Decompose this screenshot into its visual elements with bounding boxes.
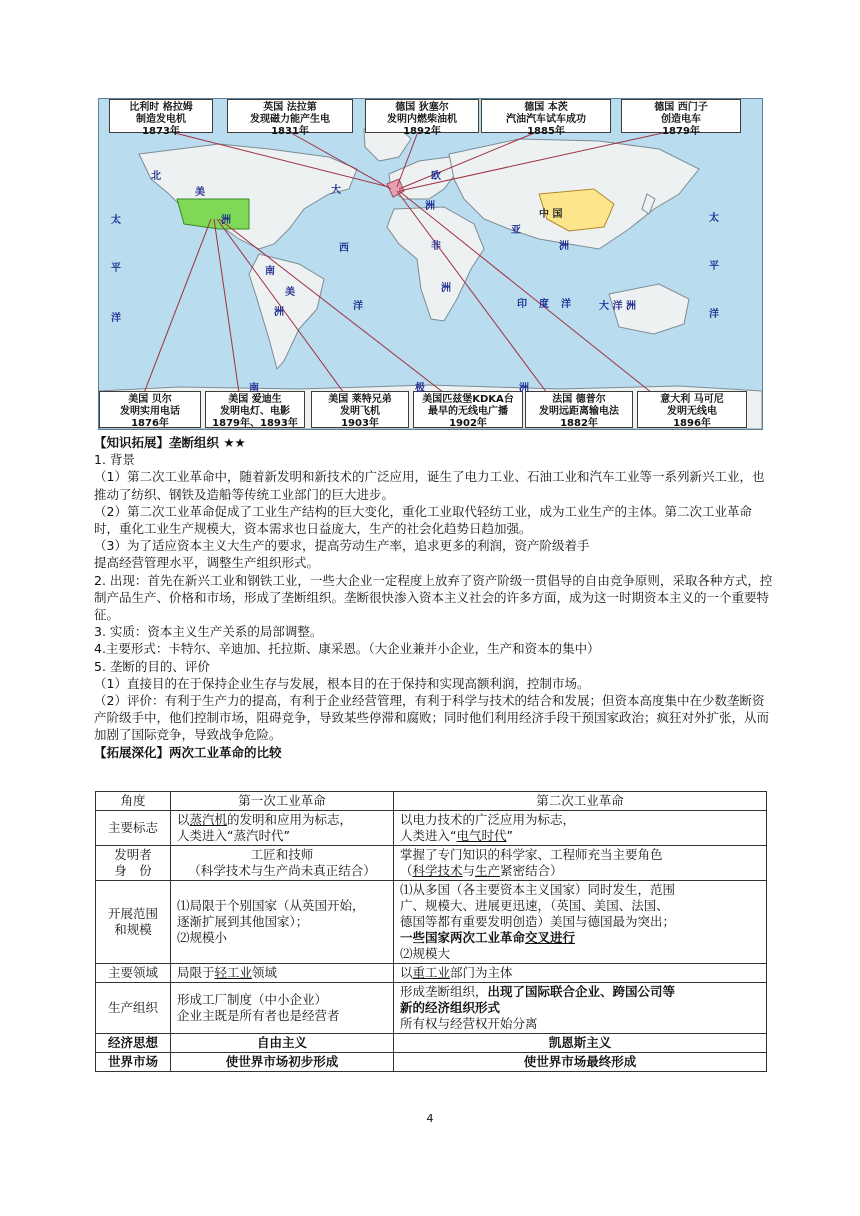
- map-text-pacific-west: 平: [709, 261, 719, 272]
- map-text-indian-ocean: 洋: [561, 299, 571, 310]
- map-text-oceania: 大 洋 洲: [599, 301, 636, 312]
- table-row-key: 主要领域: [96, 964, 171, 983]
- comparison-table: [95, 791, 767, 1072]
- table-cell: ⑴局限于个别国家（从英国开始， 逐渐扩展到其他国家）； ⑵规模小: [171, 881, 394, 964]
- map-text-atlantic: 洋: [353, 301, 363, 312]
- map-label-benz: 德国 本茨 汽油汽车试车成功 1885年: [481, 99, 611, 133]
- table-cell: 凯恩斯主义: [394, 1034, 767, 1053]
- knowledge-section: [94, 434, 774, 761]
- table-cell: 以蒸汽机的发明和应用为标志， 人类进入“蒸汽时代”: [171, 811, 394, 846]
- map-label-bell: 美国 贝尔 发明实用电话 1876年: [99, 391, 201, 428]
- table-row-key: 世界市场: [96, 1053, 171, 1072]
- map-text-pacific-west: 太: [709, 213, 719, 224]
- heading-purpose: 5. 垄断的目的、评价: [94, 658, 210, 674]
- map-text-atlantic: 西: [339, 243, 349, 254]
- table-cell: 形成垄断组织，出现了国际联合企业、跨国公司等 新的经济组织形式 所有权与经营权开始分离: [394, 983, 767, 1034]
- map-text-indian-ocean: 度: [539, 299, 549, 310]
- table-cell: ⑴从多国（各主要资本主义国家）同时发生，范围 广、规模大、进展更迅速，（英国、美国、法国、 德国等都有重要发明创造）美国与德国最为突出； 一些国家两次工业革命交叉进行 ⑵规模大: [394, 881, 767, 964]
- table-row: [96, 846, 767, 881]
- table-header-cell: 第一次工业革命: [171, 792, 394, 811]
- map-text-africa: 非: [431, 241, 441, 252]
- usa-highlight: [177, 199, 249, 229]
- paragraph-background-3: （3）为了适应资本主义大生产的要求，提高劳动生产率，追求更多的利润，资产阶级着手: [94, 538, 590, 554]
- map-text-pacific-east: 平: [111, 263, 121, 274]
- map-label-deprez: 法国 德普尔 发明远距离输电法 1882年: [525, 391, 633, 428]
- table-row: [96, 983, 767, 1034]
- map-text-antarctica: 极: [415, 383, 425, 394]
- section-title-monopoly: 【知识拓展】垄断组织 ★★: [94, 435, 246, 450]
- world-inventions-map: [98, 98, 763, 430]
- table-cell: 使世界市场最终形成: [394, 1053, 767, 1072]
- map-text-north-america: 美: [195, 187, 205, 198]
- paragraph-background-3b: 提高经营管理水平，调整生产组织形式。: [94, 555, 320, 571]
- map-text-asia: 亚: [511, 225, 521, 236]
- table-row-key: 主要标志: [96, 811, 171, 846]
- paragraph-forms: 4.主要形式：卡特尔、辛迪加、托拉斯、康采恩。（大企业兼并小企业，生产和资本的集中）: [94, 641, 600, 657]
- table-row-key: 发明者 身 份: [96, 846, 171, 881]
- map-text-pacific-west: 洋: [709, 309, 719, 320]
- paragraph-purpose: （1）直接目的在于保持企业生存与发展，根本目的在于保持和实现高额利润，控制市场。: [94, 675, 590, 691]
- map-text-south-america: 美: [285, 287, 295, 298]
- table-row-key: 生产组织: [96, 983, 171, 1034]
- table-row: [96, 964, 767, 983]
- map-label-kdka: 美国匹兹堡KDKA台 最早的无线电广播 1902年: [413, 391, 523, 428]
- table-cell: 以重工业部门为主体: [394, 964, 767, 983]
- map-text-pacific-east: 太: [111, 215, 121, 226]
- table-cell: 掌握了专门知识的科学家、工程师充当主要角色 （科学技术与生产紧密结合）: [394, 846, 767, 881]
- north-america-shape: [139, 144, 357, 249]
- map-text-antarctica: 南: [249, 383, 259, 394]
- map-graphic: [99, 99, 762, 429]
- map-label-gramme: 比利时 格拉姆 制造发电机 1873年: [109, 99, 213, 133]
- table-cell: 以电力技术的广泛应用为标志， 人类进入“电气时代”: [394, 811, 767, 846]
- heading-background: 1. 背景: [94, 452, 135, 468]
- table-row: [96, 811, 767, 846]
- table-row: [96, 1034, 767, 1053]
- map-label-siemens: 德国 西门子 创造电车 1879年: [621, 99, 741, 133]
- paragraph-emergence: 2. 出现：首先在新兴工业和钢铁工业，一些大企业一定程度上放弃了资产阶级一贯倡导的自由竞争原则，采取各种方式，控制产品生产、价格和市场，形成了垄断组织。垄断很快渗入资本主义社会的许多方面，成为这一时期资本主义的一个重要特征。: [94, 572, 773, 623]
- map-text-indian-ocean: 印: [517, 299, 527, 310]
- map-text-china: 中 国: [539, 209, 563, 220]
- table-row: [96, 792, 767, 811]
- table-cell: 局限于轻工业领域: [171, 964, 394, 983]
- map-text-atlantic: 大: [331, 185, 341, 196]
- map-text-asia: 洲: [559, 241, 569, 252]
- paragraph-background-2: （2）第二次工业革命促成了工业生产结构的巨大变化，重化工业取代轻纺工业，成为工业生产的主体。第二次工业革命时，重化工业生产规模大，资本需求也日益庞大，生产的社会化趋势日趋加强。: [94, 503, 752, 537]
- table-cell: 工匠和技师 （科学技术与生产尚未真正结合）: [171, 846, 394, 881]
- map-text-africa: 洲: [441, 283, 451, 294]
- section-title-comparison: 【拓展深化】两次工业革命的比较: [94, 744, 282, 760]
- paragraph-background-1: （1）第二次工业革命中，随着新发明和新技术的广泛应用，诞生了电力工业、石油工业和汽车工业等一系列新兴工业，也推动了纺织、钢铁及造船等传统工业部门的巨大进步。: [94, 469, 765, 502]
- table-row-key: 经济思想: [96, 1034, 171, 1053]
- table-cell: 形成工厂制度（中小企业） 企业主既是所有者也是经营者: [171, 983, 394, 1034]
- map-label-wright: 美国 莱特兄弟 发明飞机 1903年: [311, 391, 409, 428]
- map-label-diesel: 德国 狄塞尔 发明内燃柴油机 1892年: [365, 99, 479, 133]
- table-header-cell: 角度: [96, 792, 171, 811]
- page-number: 4: [426, 1112, 434, 1125]
- table-row: [96, 881, 767, 964]
- map-label-marconi: 意大利 马可尼 发明无线电 1896年: [637, 391, 747, 428]
- map-text-europe: 欧: [431, 171, 441, 182]
- map-label-edison: 美国 爱迪生 发明电灯、电影 1879年、1893年: [205, 391, 305, 428]
- africa-shape: [387, 207, 484, 321]
- paragraph-evaluation: （2）评价：有利于生产力的提高，有利于企业经营管理，有利于科学与技术的结合和发展；但资本高度集中在少数垄断资产阶级手中，他们控制市场，阻碍竞争，导致某些停滞和腐败；同时他们利用经济手段干预国家政治；疯狂对外扩张，从而加剧了国际竞争，导致战争危险。: [94, 693, 770, 743]
- map-label-faraday: 英国 法拉第 发现磁力能产生电 1831年: [227, 99, 353, 133]
- map-text-north-america: 洲: [221, 215, 231, 226]
- map-text-south-america: 洲: [274, 307, 284, 318]
- map-text-pacific-east: 洋: [111, 313, 121, 324]
- table-row-key: 开展范围 和规模: [96, 881, 171, 964]
- table-cell: 自由主义: [171, 1034, 394, 1053]
- map-text-north-america: 北: [151, 171, 161, 182]
- table-header-cell: 第二次工业革命: [394, 792, 767, 811]
- map-text-south-america: 南: [265, 266, 275, 277]
- paragraph-essence: 3. 实质：资本主义生产关系的局部调整。: [94, 624, 323, 640]
- map-text-europe: 洲: [425, 201, 435, 212]
- map-text-antarctica: 洲: [519, 383, 529, 394]
- table-row: [96, 1053, 767, 1072]
- table-cell: 使世界市场初步形成: [171, 1053, 394, 1072]
